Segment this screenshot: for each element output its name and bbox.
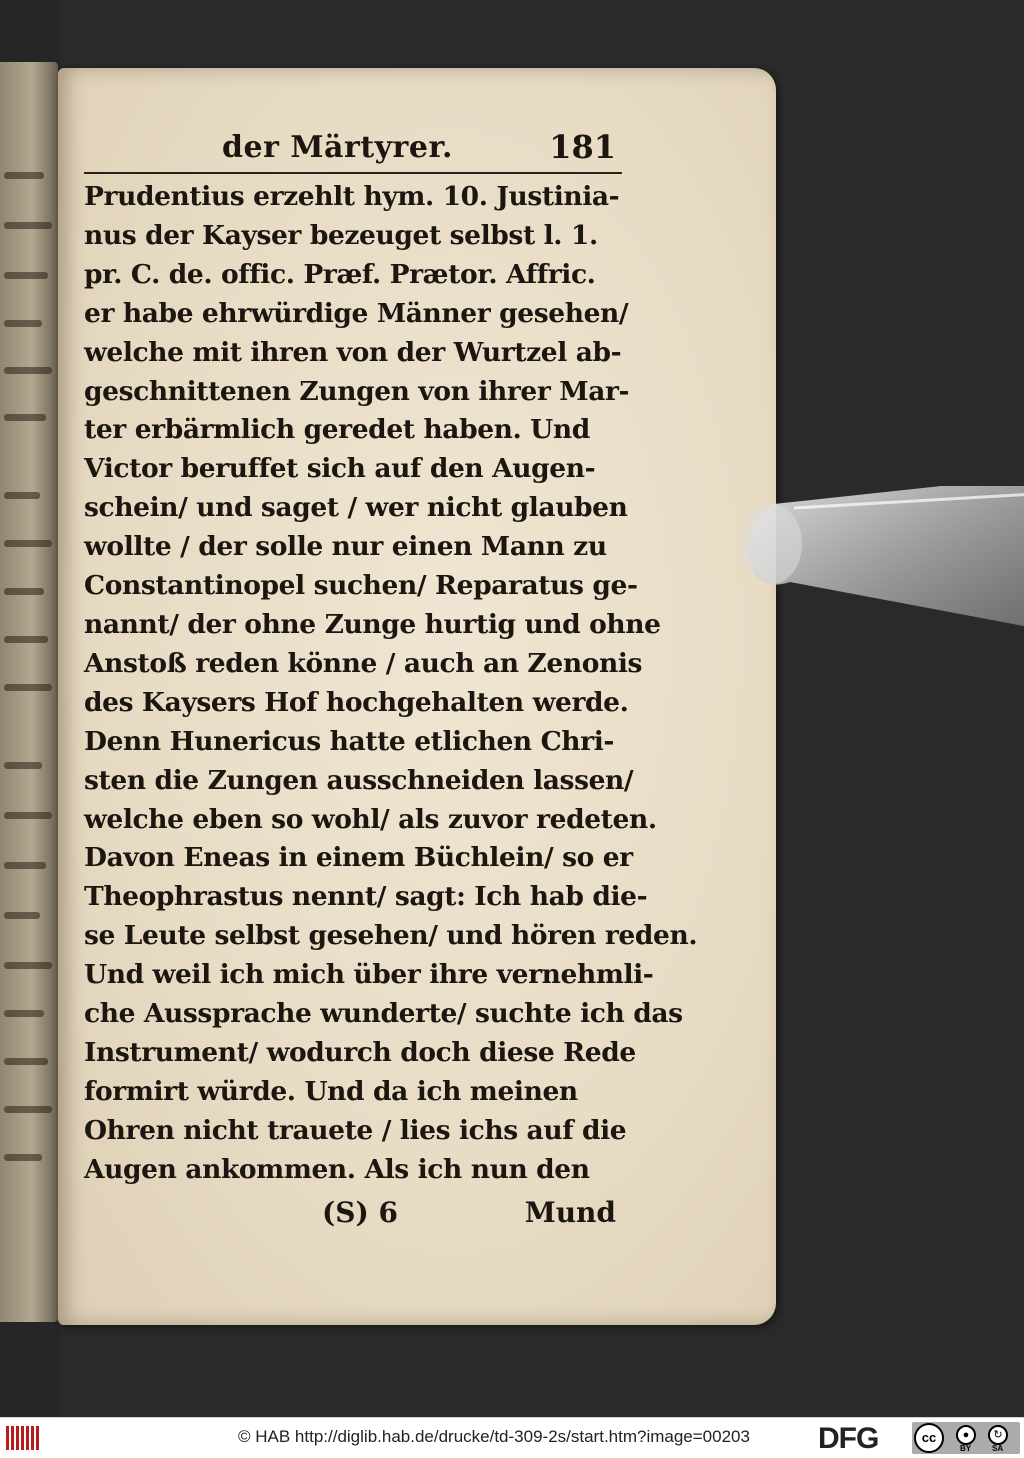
person-icon: ● [956, 1425, 976, 1445]
catchword: Mund [524, 1195, 616, 1229]
text-line: Ohren nicht trauete / lies ichs auf die [84, 1114, 627, 1146]
sa-label: SA [992, 1444, 1004, 1453]
page-footer [84, 1192, 622, 1236]
text-line: formirt würde. Und da ich meinen [84, 1075, 578, 1107]
text-line: Denn Hunericus hatte etlichen Chri- [84, 725, 614, 757]
text-line: pr. C. de. offic. Præf. Prætor. Affric. [84, 258, 596, 290]
body-text [84, 178, 698, 1190]
text-line: Augen ankommen. Als ich nun den [84, 1153, 590, 1185]
text-line: sten die Zungen ausschneiden lassen/ [84, 764, 634, 796]
cc-license-badge[interactable] [912, 1422, 1020, 1454]
dfg-logo: DFG [818, 1422, 879, 1455]
text-line: Theophrastus nennt/ sagt: Ich hab die- [84, 881, 648, 913]
text-line: che Aussprache wunderte/ suchte ich das [84, 998, 683, 1030]
text-line: Victor beruffet sich auf den Augen- [84, 453, 596, 485]
text-line: schein/ und saget / wer nicht glauben [84, 492, 628, 524]
text-line: Und weil ich mich über ihre vernehmli- [84, 959, 654, 991]
barcode-icon [6, 1426, 40, 1450]
signature-mark: (S) 6 [322, 1195, 398, 1229]
text-line: ter erbärmlich geredet haben. Und [84, 414, 590, 446]
text-line: geschnittenen Zungen von ihrer Mar- [84, 375, 630, 407]
text-line: nannt/ der ohne Zunge hurtig und ohne [84, 608, 661, 640]
facing-page-edge [0, 62, 58, 1322]
by-label: BY [960, 1444, 972, 1453]
share-alike-icon: ↻ [988, 1425, 1008, 1445]
text-line: des Kaysers Hof hochgehalten werde. [84, 686, 629, 718]
text-block [84, 128, 698, 1236]
text-line: Davon Eneas in einem Büchlein/ so er [84, 842, 633, 874]
text-line: welche eben so wohl/ als zuvor redeten. [84, 803, 657, 835]
citation-link[interactable]: © HAB http://diglib.hab.de/drucke/td-309-2s/start.htm?image=00203 [238, 1427, 750, 1446]
running-head: der Märtyrer. [222, 130, 453, 165]
text-line: Anstoß reden könne / auch an Zenonis [84, 647, 643, 679]
text-line: wollte / der solle nur einen Mann zu [84, 531, 607, 563]
viewer-footer [0, 1417, 1024, 1458]
text-line: Prudentius erzehlt hym. 10. Justinia- [84, 181, 620, 212]
text-line: Constantinopel suchen/ Reparatus ge- [84, 570, 638, 602]
page-header [84, 128, 622, 174]
text-line: se Leute selbst gesehen/ und hören reden. [84, 920, 698, 952]
page-number: 181 [549, 128, 616, 166]
text-line: er habe ehrwürdige Männer gesehen/ [84, 297, 629, 329]
glass-page-weight [734, 486, 1024, 626]
cc-icon: cc [914, 1423, 944, 1453]
text-line: welche mit ihren von der Wurtzel ab- [84, 336, 622, 368]
text-line: nus der Kayser bezeuget selbst l. 1. [84, 219, 598, 251]
text-line: Instrument/ wodurch doch diese Rede [84, 1036, 636, 1068]
